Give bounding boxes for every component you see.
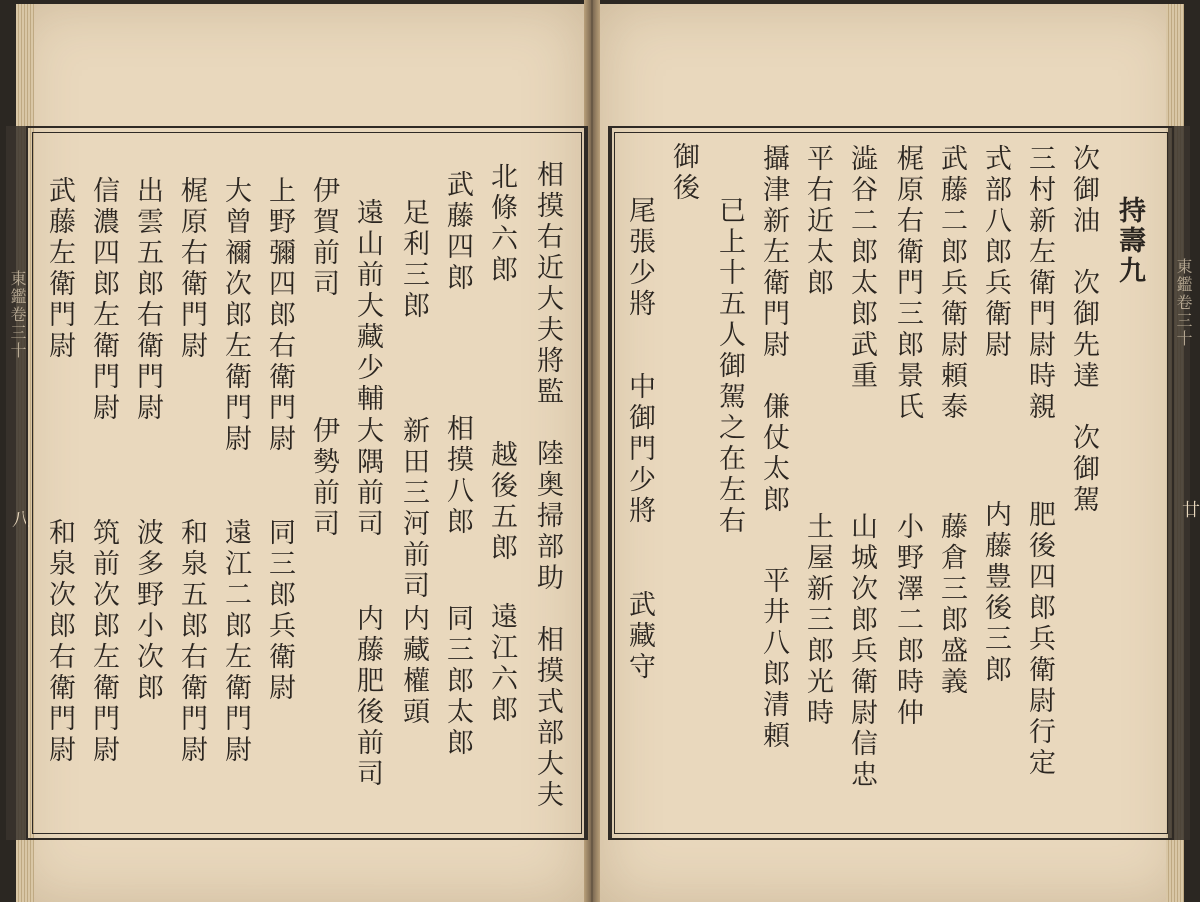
text-column: 小野澤二郎時仲 [892, 512, 923, 729]
text-column: 武藏守 [624, 590, 655, 683]
text-column: 新田三河前司 [398, 416, 429, 602]
text-column: 筑前次郎左衛門尉 [88, 518, 119, 766]
text-column: 澁谷二郎太郎武重 [846, 144, 877, 392]
text-column: 次御油 次御先達 次御駕 [1068, 144, 1099, 516]
hanshin-band-left [6, 126, 28, 840]
text-column: 内藤肥後前司 [352, 604, 383, 790]
right-folio-number: 廿 [1179, 500, 1200, 518]
section-heading: 持壽九 [1114, 196, 1145, 286]
text-column: 出雲五郎右衛門尉 [132, 176, 163, 424]
text-column: 式部八郎兵衛尉 [980, 144, 1011, 361]
text-column: 和泉五郎右衛門尉 [176, 518, 207, 766]
text-column: 内藏權頭 [398, 604, 429, 728]
text-column: 平右近太郎 [802, 144, 833, 299]
left-hanshin-title: 東鑑卷三十 [8, 270, 27, 360]
text-column: 梶原右衛門三郎景氏 [892, 144, 923, 423]
text-column: 相摸右近大夫將監 陸奥掃部助 相摸式部大夫 [532, 160, 563, 811]
text-column: 和泉次郎右衛門尉 [44, 518, 75, 766]
text-column: 伊勢前司 [308, 416, 339, 540]
text-column: 越後五郎 [486, 440, 517, 564]
text-column: 武藤左衛門尉 [44, 176, 75, 362]
text-column: 信濃四郎左衛門尉 [88, 176, 119, 424]
text-column: 土屋新三郎光時 [802, 512, 833, 729]
text-column: 大隅前司 [352, 416, 383, 540]
text-column: 遠江二郎左衛門尉 [220, 518, 251, 766]
text-column: 同三郎太郎 [442, 604, 473, 759]
text-column: 波多野小次郎 [132, 518, 163, 704]
text-column: 大曾禰次郎左衛門尉 [220, 176, 251, 455]
text-column: 山城次郎兵衛尉信忠 [846, 512, 877, 791]
text-column: 武藤四郎 [442, 170, 473, 294]
right-hanshin-title: 東鑑卷三十 [1174, 258, 1193, 348]
text-column: 同三郎兵衛尉 [264, 518, 295, 704]
text-column: 三村新左衛門尉時親 [1024, 144, 1055, 423]
text-column: 尾張少將 [624, 196, 655, 320]
text-column: 中御門少將 [624, 372, 655, 527]
text-column: 肥後四郎兵衛尉行定 [1024, 500, 1055, 779]
text-column: 足利三郎 [398, 198, 429, 322]
text-column: 相摸八郎 [442, 414, 473, 538]
text-column: 梶原右衛門尉 [176, 176, 207, 362]
text-column: 遠山前大藏少輔 [352, 198, 383, 415]
left-folio-number: 八 [9, 510, 30, 528]
text-column: 伊賀前司 [308, 176, 339, 300]
text-column: 内藤豊後三郎 [980, 500, 1011, 686]
text-column: 遠江六郎 [486, 602, 517, 726]
text-column: 上野彌四郎右衛門尉 [264, 176, 295, 455]
text-column: 已上十五人御駕之在左右 [714, 196, 745, 537]
text-column: 北條六郎 [486, 162, 517, 286]
text-column: 攝津新左衛門尉 傔仗太郎 [758, 144, 789, 516]
text-column: 平井八郎清頼 [758, 566, 789, 752]
text-column: 御後 [668, 142, 699, 204]
text-column: 藤倉三郎盛義 [936, 512, 967, 698]
text-column: 武藤二郎兵衛尉頼泰 [936, 144, 967, 423]
